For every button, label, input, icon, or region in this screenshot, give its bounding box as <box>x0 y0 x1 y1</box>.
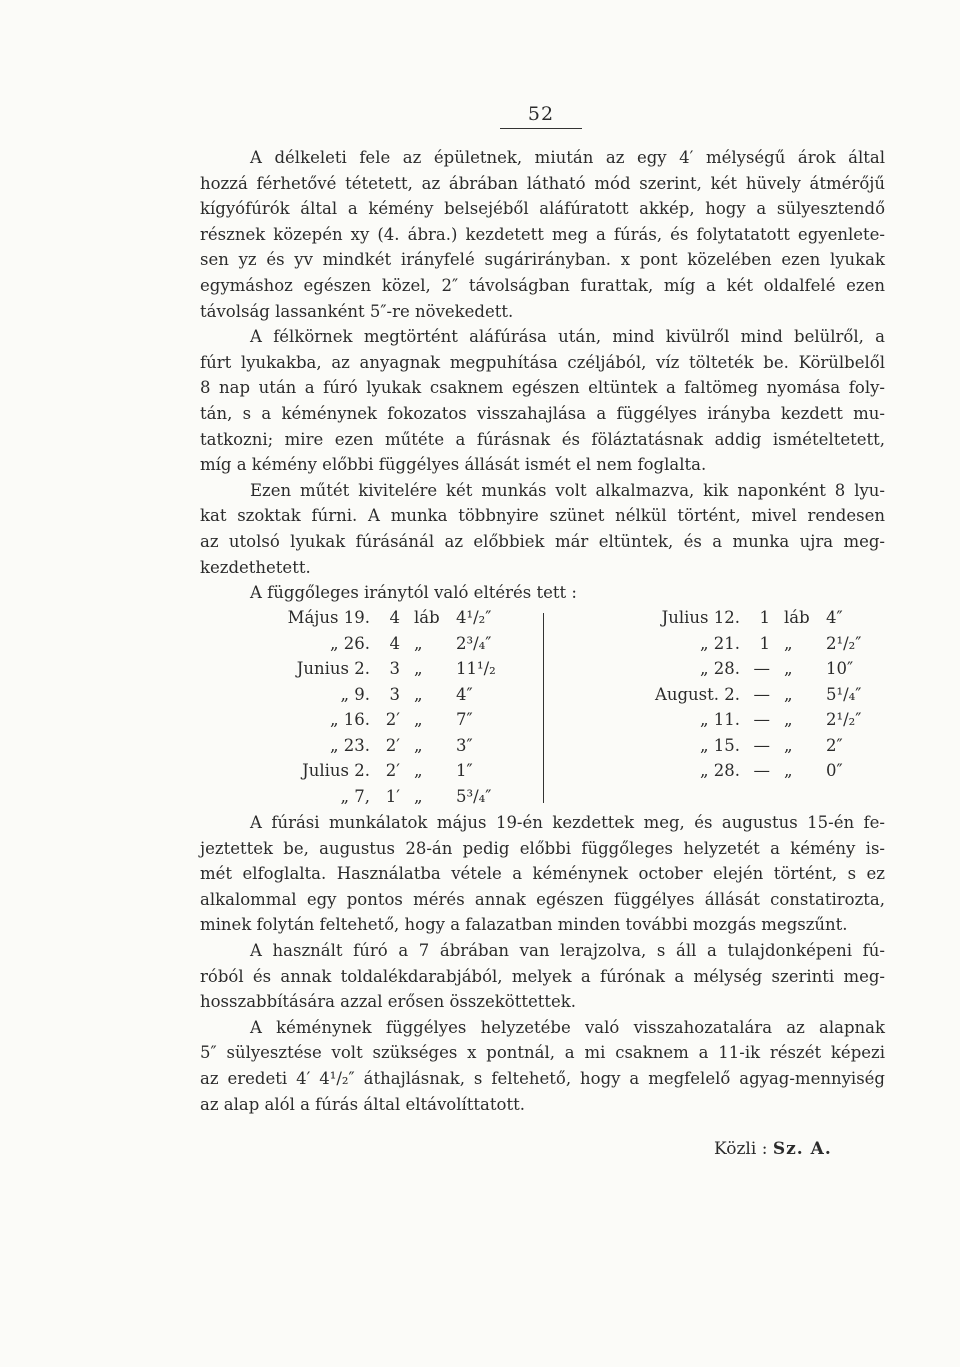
table-row <box>210 631 516 657</box>
paragraph-4 <box>200 810 885 938</box>
table-cell-date: „ 15. <box>699 735 740 755</box>
table-cell-feet: 4 <box>389 633 400 653</box>
table-cell-date: „ 28. <box>699 761 740 780</box>
text-line: tán, s a kéménynek fokozatos visszahajlása a függélyes irányba kezdett mu- <box>200 403 885 423</box>
table-cell-feet: 3 <box>389 659 400 678</box>
table-cell-inch: 2¹/₂″ <box>826 633 862 653</box>
table-cell-unit: láb <box>414 608 440 627</box>
table-row <box>210 707 516 733</box>
table-cell-inch: 2¹/₂″ <box>826 710 862 729</box>
table-cell-unit: „ <box>784 735 793 755</box>
text-line: A kéménynek függélyes helyzetébe való visszahozatalára az alapnak <box>250 1017 885 1037</box>
table-cell-date: „ 7, <box>340 786 370 806</box>
table-cell-inch: 5¹/₄″ <box>826 684 862 704</box>
table-cell-unit: „ <box>414 735 423 755</box>
table-cell-date: August. 2. <box>654 684 740 704</box>
text-line: hosszabbítására azzal erősen összeköttettek. <box>200 992 576 1012</box>
table-row <box>580 656 886 682</box>
table-cell-unit: „ <box>784 633 793 653</box>
table-cell-inch: 7″ <box>456 710 473 729</box>
paragraph-3 <box>200 478 885 580</box>
table-cell-inch: 0″ <box>826 761 843 780</box>
table-cell-date: „ 16. <box>329 710 370 729</box>
table-divider <box>543 613 544 803</box>
table-cell-inch: 2″ <box>826 735 843 755</box>
text-line: róból és annak toldalékdarabjából, melyek a fúrónak a mélység szerinti meg- <box>200 966 885 986</box>
table-intro <box>200 580 885 606</box>
table-cell-unit: „ <box>414 786 423 806</box>
paragraph-5 <box>200 938 885 1015</box>
text-line: kezdethetett. <box>200 557 311 577</box>
text-line: hozzá férhetővé tétetett, az ábrában látható mód szerint, két hüvely átmérőjű <box>200 173 885 193</box>
table-cell-unit: „ <box>414 761 423 780</box>
table-cell-feet: 2′ <box>385 761 400 780</box>
table-cell-feet: — <box>753 735 770 755</box>
text-line: A használt fúró a 7 ábrában van lerajzolva, s áll a tulajdonképeni fú- <box>250 940 885 960</box>
table-cell-unit: „ <box>414 633 423 653</box>
text-line: 8 nap után a fúró lyukak csaknem egészen eltüntek a faltömeg nyomása foly- <box>200 378 885 398</box>
table-row <box>210 682 516 708</box>
table-cell-date: „ 9. <box>340 684 370 704</box>
table-cell-unit: „ <box>414 710 423 729</box>
text-line: 5″ sülyesztése volt szükséges x pontnál, a mi csaknem a 11-ik részét képezi <box>200 1043 885 1063</box>
table-cell-date: „ 21. <box>699 633 740 653</box>
table-cell-date: Junius 2. <box>296 659 370 678</box>
table-row <box>580 707 886 733</box>
table-cell-inch: 4″ <box>826 608 843 627</box>
table-row <box>210 656 516 682</box>
text-line: az eredeti 4′ 4¹/₂″ áthajlásnak, s feltehető, hogy a megfelelő agyag-mennyiség <box>200 1068 885 1088</box>
text-line: sen yz és yv mindkét irányfelé sugárirányban. x pont közelében ezen lyukak <box>200 250 885 270</box>
table-row <box>210 784 516 810</box>
text-line: A függőleges iránytól való eltérés tett : <box>250 583 577 603</box>
paragraph-6 <box>200 1015 885 1117</box>
text-line: A félkörnek megtörtént aláfúrása után, mind kivülről mind belülről, a <box>250 327 885 347</box>
table-cell-date: „ 23. <box>329 735 370 755</box>
table-cell-inch: 3″ <box>456 735 473 755</box>
text-line: kat szoktak fúrni. A munka többnyire szünet nélkül történt, mivel rendesen <box>200 506 885 526</box>
table-cell-inch: 2³/₄″ <box>456 633 492 653</box>
table-cell-feet: 4 <box>389 608 400 627</box>
text-line: az alap alól a fúrás által eltávolíttatott. <box>200 1094 525 1114</box>
text-line: A délkeleti fele az épületnek, miután az egy 4′ mélységű árok által <box>250 148 885 167</box>
table-cell-date: Julius 2. <box>302 761 370 780</box>
text-line: A fúrási munkálatok május 19-én kezdettek meg, és augustus 15-én fe- <box>250 813 885 832</box>
text-line: alkalommal egy pontos mérés annak egészen függélyes állását constatirozta, <box>200 889 885 909</box>
table-row <box>210 758 516 784</box>
table-cell-feet: — <box>753 710 770 729</box>
text-line: mét elfoglalta. Használatba vétele a kéménynek october elején történt, s ez <box>200 864 885 884</box>
text-line: az utolsó lyukak fúrásánál az előbbiek már eltüntek, és a munka ujra meg- <box>200 531 885 551</box>
table-row <box>210 605 516 631</box>
paragraph-1 <box>200 145 885 324</box>
table-cell-unit: „ <box>784 659 793 678</box>
text-line: résznek közepén xy (4. ábra.) kezdetett meg a fúrás, és folytatatott egyenlete- <box>200 224 885 244</box>
table-row <box>580 631 886 657</box>
table-cell-unit: „ <box>414 684 423 704</box>
signature-initials: Sz. A. <box>772 1139 832 1159</box>
table-cell-inch: 10″ <box>826 659 854 678</box>
table-cell-feet: 2′ <box>385 710 400 729</box>
table-row <box>580 733 886 759</box>
table-cell-date: „ 11. <box>699 710 740 729</box>
table-cell-date: Május 19. <box>287 608 370 627</box>
table-column-left <box>210 605 516 809</box>
text-line: fúrt lyukakba, az anyagnak megpuhítása czéljából, víz tölteték be. Körülbelől <box>200 352 885 372</box>
text-line: egymáshoz egészen közel, 2″ távolságban furattak, míg a két oldalfelé ezen <box>200 275 885 295</box>
text-block-lower <box>200 810 885 1117</box>
table-cell-feet: 2′ <box>385 735 400 755</box>
table-cell-feet: 1 <box>759 608 770 627</box>
text-line: jeztettek be, augustus 28-án pedig előbbi függőleges helyzetét a kémény is- <box>200 838 885 858</box>
table-cell-unit: láb <box>784 608 810 627</box>
table-cell-inch: 4¹/₂″ <box>456 608 492 627</box>
table-cell-feet: 1 <box>759 633 770 653</box>
signature <box>714 1136 832 1162</box>
table-cell-date: „ 26. <box>329 633 370 653</box>
page-number: 52 <box>500 100 582 129</box>
table-cell-inch: 11¹/₂ <box>456 659 496 678</box>
text-line: Ezen műtét kivitelére két munkás volt alkalmazva, kik naponként 8 lyu- <box>250 480 885 500</box>
table-row <box>210 733 516 759</box>
text-line: míg a kémény előbbi függélyes állását ismét el nem foglalta. <box>200 455 707 475</box>
text-line: tatkozni; mire ezen műtéte a fúrásnak és föláztatásnak addig ismételtetett, <box>200 429 885 449</box>
table-cell-inch: 5³/₄″ <box>456 786 492 806</box>
text-line: távolság lassanként 5″-re növekedett. <box>200 301 514 321</box>
table-cell-feet: — <box>753 659 770 678</box>
table-row <box>580 682 886 708</box>
table-cell-feet: 3 <box>389 684 400 704</box>
table-cell-feet: — <box>753 761 770 780</box>
table-cell-inch: 4″ <box>456 684 473 704</box>
table-cell-feet: 1′ <box>385 786 400 806</box>
table-cell-feet: — <box>753 684 770 704</box>
table-row <box>580 758 886 784</box>
table-cell-unit: „ <box>784 761 793 780</box>
deviation-table <box>200 605 885 810</box>
table-row <box>580 605 886 631</box>
text-line: kígyófúrók által a kémény belsejéből aláfúratott akkép, hogy a sülyesztendő <box>200 199 885 219</box>
text-line: minek folytán feltehető, hogy a falazatban minden további mozgás megszűnt. <box>200 915 848 935</box>
table-cell-date: „ 28. <box>699 659 740 678</box>
table-column-right <box>580 605 886 784</box>
table-cell-inch: 1″ <box>456 761 473 780</box>
table-cell-unit: „ <box>414 659 423 678</box>
table-cell-unit: „ <box>784 710 793 729</box>
signature-label: Közli : <box>714 1139 768 1159</box>
text-block-upper <box>200 145 885 606</box>
table-cell-date: Julius 12. <box>661 608 740 627</box>
paragraph-2 <box>200 324 885 478</box>
table-cell-unit: „ <box>784 684 793 704</box>
